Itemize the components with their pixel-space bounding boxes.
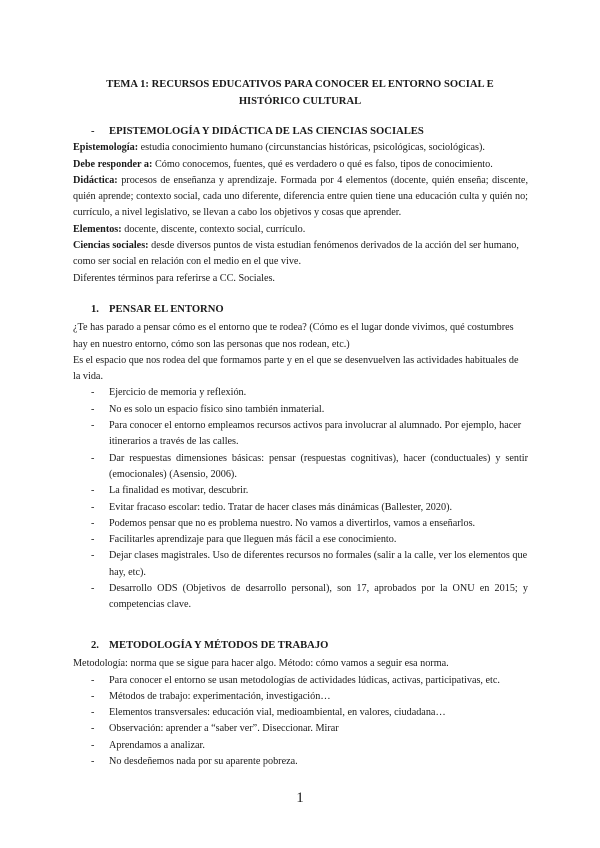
heading-number: 2.	[91, 640, 99, 651]
list-item: - Facilitarles aprendizaje para que lleguen más fácil a ese conocimiento.	[91, 532, 528, 548]
page-number: 1	[296, 790, 304, 806]
definition-label: Debe responder a:	[73, 158, 153, 170]
definition-elementos	[73, 222, 528, 238]
bullet-list	[73, 385, 528, 613]
section-intro: ¿Te has parado a pensar cómo es el entorno que te rodea? (Cómo es el lugar donde vivimos, qué costumbres hay en nuestro entorno, cómo son las personas que nos rodean, etc.)	[73, 322, 514, 350]
list-item: - Observación: aprender a “saber ver”. Diseccionar. Mirar	[91, 721, 528, 737]
section-closing-text: Diferentes términos para referirse a CC. Sociales.	[73, 272, 275, 284]
list-item: - Podemos pensar que no es problema nuestro. No vamos a divertirlos, vamos a enseñarlos.	[91, 516, 528, 532]
list-item: - Aprendamos a analizar.	[91, 738, 528, 754]
list-item: - Para conocer el entorno empleamos recursos activos para involucrar al alumnado. Por ejemplo, hacer itinerarios a través de las calles.	[91, 418, 528, 451]
section-epistemologia	[73, 124, 528, 287]
section-heading	[73, 638, 528, 654]
list-item: - Dar respuestas dimensiones básicas: pensar (respuestas cognitivas), hacer (conductuales) y sentir (emocionales) (Asensio, 2006).	[91, 451, 528, 484]
definition-debe-responder	[73, 157, 528, 173]
title-line-2: HISTÓRICO CULTURAL	[238, 96, 362, 107]
heading-marker: -	[91, 126, 95, 137]
list-item: - Ejercicio de memoria y reflexión.	[91, 385, 528, 401]
section-heading	[73, 302, 528, 318]
section-intro: Es el espacio que nos rodea del que formamos parte y en el que se desenvuelven las actividades habituales de la vida.	[73, 354, 519, 383]
list-item: - Métodos de trabajo: experimentación, investigación…	[91, 689, 528, 705]
list-item: - La finalidad es motivar, descubrir.	[91, 483, 528, 499]
definition-label: Didáctica:	[73, 174, 118, 186]
heading-text: PENSAR EL ENTORNO	[109, 304, 224, 315]
heading-text: EPISTEMOLOGÍA Y DIDÁCTICA DE LAS CIENCIAS SOCIALES	[109, 126, 424, 137]
definition-didactica	[73, 173, 528, 222]
list-item: - No es solo un espacio físico sino también inmaterial.	[91, 402, 528, 418]
definition-text: estudia conocimiento humano (circunstancias históricas, psicológicas, sociológicas).	[138, 142, 485, 154]
bullet-list	[73, 673, 528, 771]
definition-ciencias-sociales	[73, 238, 528, 271]
heading-text: METODOLOGÍA Y MÉTODOS DE TRABAJO	[109, 640, 329, 651]
list-item: - Para conocer el entorno se usan metodologías de actividades lúdicas, activas, participativas, etc.	[91, 673, 528, 689]
list-item: - Desarrollo ODS (Objetivos de desarrollo personal), son 17, aprobados por la ONU en 2015; y competencias clave.	[91, 581, 528, 614]
list-item: - No desdeñemos nada por su aparente pobreza.	[91, 754, 528, 770]
list-item: - Dejar clases magistrales. Uso de diferentes recursos no formales (salir a la calle, ver los elementos que hay, etc).	[91, 548, 528, 581]
definition-label: Elementos:	[73, 223, 122, 235]
title-line-1: TEMA 1: RECURSOS EDUCATIVOS PARA CONOCER EL ENTORNO SOCIAL E	[106, 79, 494, 90]
section-pensar-entorno	[73, 302, 528, 614]
definition-label: Ciencias sociales:	[73, 240, 149, 252]
definition-text: docente, discente, contexto social, currículo.	[121, 223, 306, 235]
section-heading	[73, 124, 528, 140]
definition-text: procesos de enseñanza y aprendizaje. Formada por 4 elementos (docente, quién enseña; discente, quién aprende; contexto social, cada uno diferente, diferencia entre quien tiene una educación culta y quién no; currículo, a nivel legislativo, se llevan a cabo los objetivos y cosas que aprender.	[73, 174, 528, 219]
list-item: - Elementos transversales: educación vial, medioambiental, en valores, ciudadana…	[91, 705, 528, 721]
section-intro: Metodología: norma que se sigue para hacer algo. Método: cómo vamos a seguir esa norma.	[73, 658, 449, 670]
definition-label: Epistemología:	[73, 142, 139, 154]
heading-number: 1.	[91, 304, 99, 315]
definition-text: Cómo conocemos, fuentes, qué es verdadero o qué es falso, tipos de conocimiento.	[152, 158, 493, 170]
section-metodologia	[73, 638, 528, 770]
document-title	[90, 76, 510, 110]
list-item: - Evitar fracaso escolar: tedio. Tratar de hacer clases más dinámicas (Ballester, 2020).	[91, 500, 528, 516]
definition-text: desde diversos puntos de vista estudian fenómenos derivados de la acción del ser humano, como ser social en relación con el medio en el que vive.	[73, 240, 519, 268]
definition-epistemologia	[73, 140, 528, 156]
